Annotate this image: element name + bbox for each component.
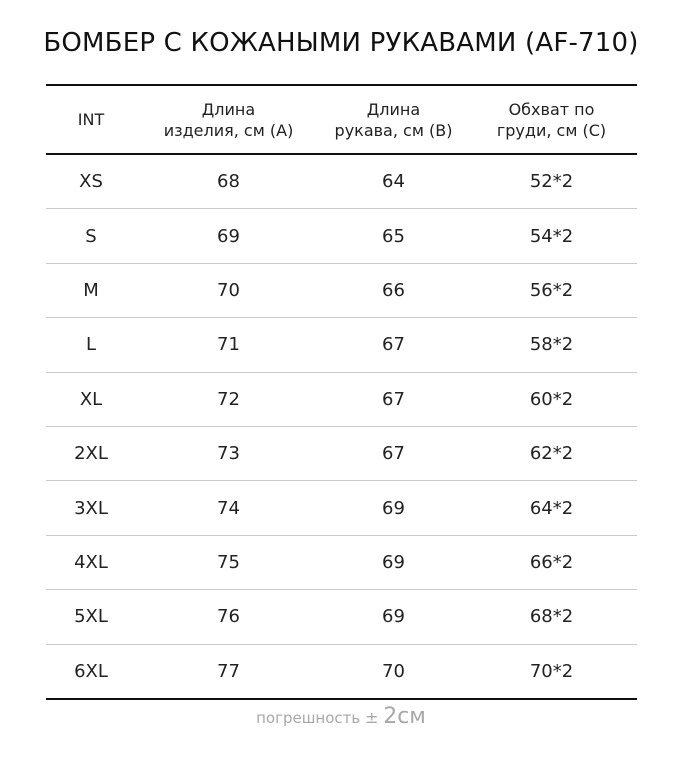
cell-chest: 62*2 [529,443,574,465]
table-row [46,536,637,589]
cell-size: 4XL [74,551,108,573]
header-sleeve: Длина рукава, см (B) [334,99,453,140]
cell-sleeve: 67 [382,443,405,465]
cell-length: 77 [217,660,240,682]
cell-length: 76 [217,606,240,628]
cell-sleeve: 67 [382,334,405,356]
cell-chest: 66*2 [529,551,574,573]
table-row [46,155,637,208]
cell-sleeve: 69 [382,606,405,628]
table-row [46,427,637,480]
header-chest: Обхват по груди, см (C) [496,99,607,140]
cell-chest: 52*2 [529,171,574,193]
cell-chest: 70*2 [529,660,574,682]
cell-size: XL [79,388,103,410]
tolerance-value: 2см [383,704,426,729]
cell-size: 2XL [74,443,108,465]
cell-length: 69 [217,225,240,247]
cell-chest: 56*2 [529,279,574,301]
table-row [46,373,637,426]
cell-sleeve: 66 [382,279,405,301]
table-row [46,264,637,317]
cell-length: 71 [217,334,240,356]
tolerance-label: погрешность [256,709,361,727]
plus-minus-symbol: ± [365,708,379,727]
cell-sleeve: 69 [382,497,405,519]
cell-length: 70 [217,279,240,301]
cell-sleeve: 69 [382,551,405,573]
table-row [46,318,637,371]
table-row [46,481,637,534]
cell-size: S [85,225,97,247]
header-int: INT [77,110,105,129]
cell-size: M [83,279,99,301]
header-length: Длина изделия, см (A) [163,99,294,140]
cell-sleeve: 64 [382,171,405,193]
cell-length: 75 [217,551,240,573]
cell-size: 3XL [74,497,108,519]
cell-size: L [85,334,97,356]
table-row [46,645,637,698]
cell-sleeve: 65 [382,225,405,247]
cell-chest: 60*2 [529,388,574,410]
cell-size: XS [79,171,103,193]
cell-chest: 68*2 [529,606,574,628]
table-bottom-rule [46,698,637,700]
cell-chest: 64*2 [529,497,574,519]
table-row [46,209,637,262]
cell-sleeve: 67 [382,388,405,410]
cell-chest: 54*2 [529,225,574,247]
cell-length: 74 [217,497,240,519]
tolerance-note [0,704,682,729]
size-table [46,84,637,700]
table-row [46,590,637,643]
cell-sleeve: 70 [382,660,405,682]
cell-size: 6XL [74,660,108,682]
cell-length: 73 [217,443,240,465]
cell-size: 5XL [74,606,108,628]
cell-chest: 58*2 [529,334,574,356]
cell-length: 72 [217,388,240,410]
page-title: БОМБЕР С КОЖАНЫМИ РУКАВАМИ (AF-710) [43,28,639,58]
cell-length: 68 [217,171,240,193]
table-header-row [46,86,637,153]
